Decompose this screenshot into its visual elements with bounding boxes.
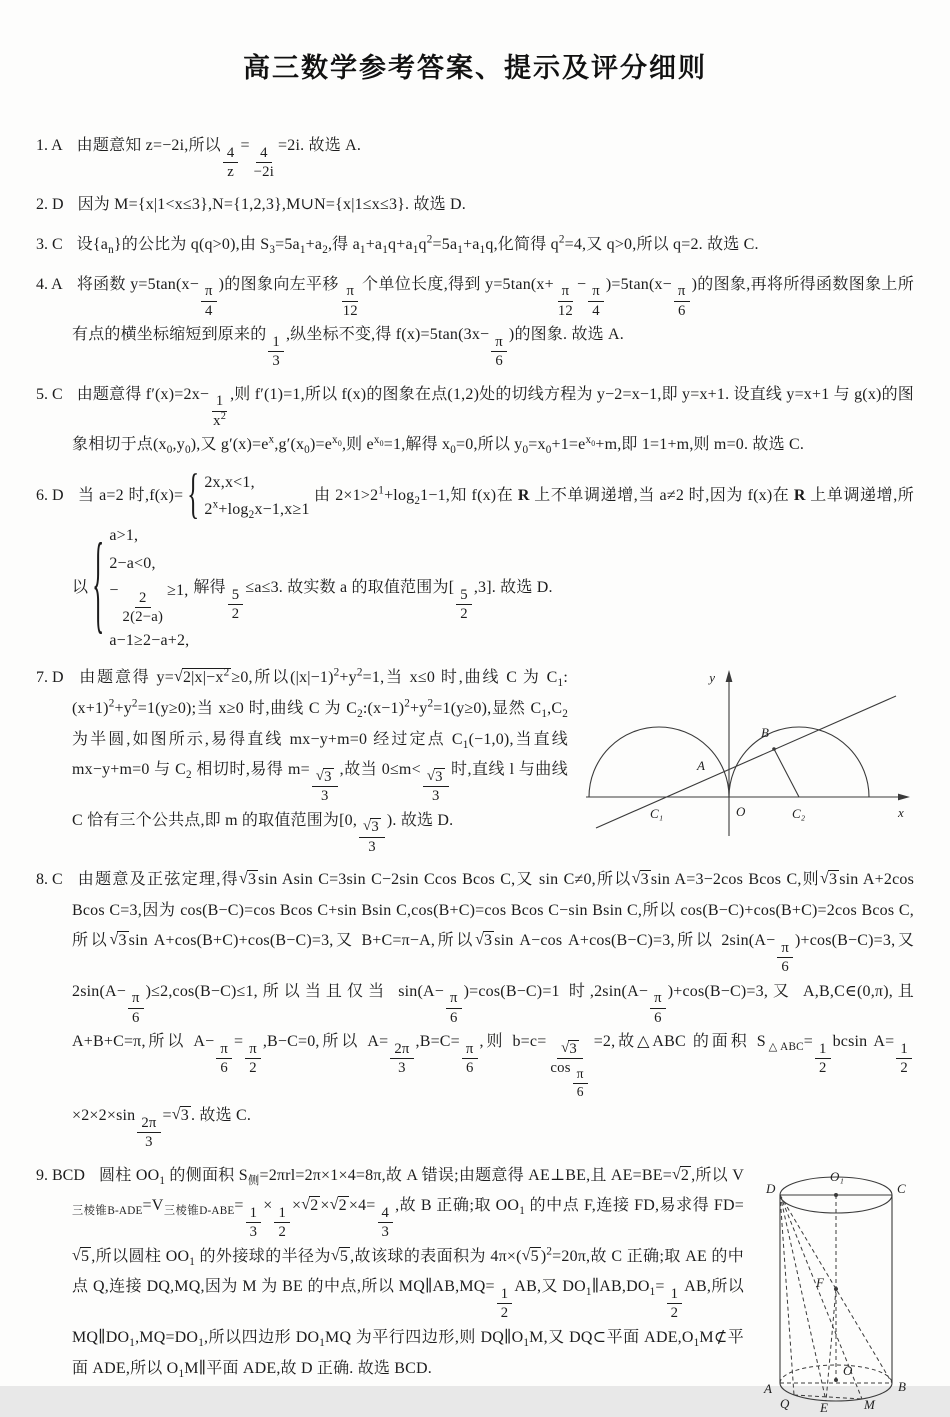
- answer-label-7: 7. D: [36, 669, 64, 687]
- answer-text-6: 当 a=2 时,f(x)= { 2x,x<1, $2^x+\log_2x-1,x\ge 1$ 由 $2\times 1>2^1+\log_21-1$,知 f(x)在 R 上不单调递增,当 a≠2 时,因为 f(x)在 R 上单调递增,所以 { a>1, 2−a<0, − $\frac{2}{2(2-a)}$ ≥1, a−1≥2−a+2, 解得 $\frac{5}{2}$ ≤a≤3. 故实数 a 的取值范围为[ $\frac{5}{2}$ ,3]. 故选 D.: [72, 464, 915, 650]
- answer-item-1: [36, 131, 914, 181]
- page-title: 高三数学参考答案、提示及评分细则: [243, 53, 707, 84]
- q9-label-q: Q: [780, 1395, 790, 1411]
- answer-item-7: [36, 663, 914, 856]
- answer-text-2: 因为 M={x|1<x≤3},N={1,2,3},M∪N={x|1≤x≤3}. 故选 D.: [77, 196, 467, 214]
- answer-item-9: [36, 1161, 914, 1415]
- answer-label-6: 6. D: [36, 486, 64, 504]
- answer-item-6: [36, 464, 915, 654]
- answer-item-4: [36, 270, 914, 371]
- answer-text-4: 将函数 y=5tan(x− $\frac{\pi}{4}$ )的图象向左平移 $\frac{\pi}{12}$ 个单位长度,得到 y=5tan(x+ $\frac{\pi}{12}$ − $\frac{\pi}{4}$ )=5tan(x− $\frac{\pi}{6}$ )的图象,再将所得函数图象上所有点的横坐标缩短到原来的 $\frac{1}{3}$ ,纵坐标不变,得 f(x)=5tan(3x− $\frac{\pi}{6}$ )的图象. 故选 A.: [72, 275, 914, 370]
- q9-label-f: F: [816, 1274, 824, 1290]
- answer-text-5: 由题意得 f′(x)=2x− $\frac{1}{x^2}$ ,则 f′(1)=1,所以 f(x)的图象在点(1,2)处的切线方程为 y−2=x−1,即 y=x+1. 设直线 y=x+1 与 g(x)的图象相切于点$(x_0,y_0)$,又 $g'(x)=e^x,g'(x_0)=e^{x_0}$,则 $e^{x_0}=1$,解得 $x_0=0$,所以 $y_0=x_0+1=e^{x_0}+m$,即 1=1+m,则 m=0. 故选 C.: [72, 385, 914, 457]
- answer-label-3: 3. C: [36, 236, 63, 254]
- q7-label-point-a: A: [697, 758, 705, 774]
- q9-label-o: O: [843, 1362, 853, 1378]
- answer-item-8: [36, 865, 914, 1152]
- q7-semicircles-figure: [584, 665, 914, 841]
- q7-label-y-axis: y: [709, 670, 715, 686]
- q9-cylinder-figure: [756, 1161, 914, 1413]
- answer-item-5: [36, 380, 914, 461]
- answer-label-4: 4. A: [36, 275, 63, 293]
- answer-item-2: [36, 190, 914, 221]
- q9-label-a: A: [764, 1380, 772, 1396]
- answer-text-7: 由题意得 $y=√2|x|-x^2 \ge 0$,所以$(|x|-1)^2+y^2=1$,当 x≤0 时,曲线 C 为 $C_1:(x+1)^2+y^2=1(y\ge 0)$;当 x≥0 时,曲线 C 为 $C_2:(x-1)^2+y^2=1(y\ge 0)$,显然 $C_1,C_2$ 为半圆,如图所示,易得直线 mx−y+m=0 经过定点 $C_1(-1,0)$,当直线 mx−y+m=0 与 $C_2$ 相切时,易得 m= $\frac{√3}{3}$ ,故当 0≤m< $\frac{√3}{3}$ 时,直线 l 与曲线 C 恰有三个公共点,即 m 的取值范围为[0, $\frac{√3}{3}$ ). 故选 D.: [72, 666, 568, 855]
- answer-text-3: 设$\{a_n\}$的公比为 q(q>0),由 $S_3=5a_1+a_2$,得 $a_1+a_1q+a_1q^2=5a_1+a_1q$,化简得 $q^2=4$,又 q>0,所以 q=2. 故选 C.: [76, 233, 759, 257]
- q7-label-c2: C₂: [792, 806, 806, 822]
- answer-text-8: 由题意及正弦定理,得√3 sin Asin C=3sin C−2sin Ccos Bcos C,又 sin C≠0,所以√3 sin A=3−2cos Bcos C,则√3 sin A+2cos Bcos C=3,因为 cos(B−C)=cos Bcos C+sin Bsin C,cos(B+C)=cos Bcos C−sin Bsin C,所以 cos(B−C)+cos(B+C)=2cos Bcos C,所以√3 sin A+cos(B+C)+cos(B−C)=3,又 B+C=π−A,所以√3 sin A−cos A+cos(B−C)=3,所以 2sin(A− $\frac{\pi}{6}$ )+cos(B−C)=3,又 2sin(A− $\frac{\pi}{6}$ )≤2,cos(B−C)≤1,所以当且仅当 sin(A− $\frac{\pi}{6}$ )=cos(B−C)=1 时,2sin(A− $\frac{\pi}{6}$ )+cos(B−C)=3,又 A,B,C∈(0,π),且 A+B+C=π,所以 A− $\frac{\pi}{6}$ = $\frac{\pi}{2}$ ,B−C=0,所以 A= $\frac{2\pi}{3}$ ,B=C= $\frac{\pi}{6}$ ,则 b=c= √3 cos $\frac{\pi}{6}$ =2,故△ABC 的面积 $S_{\triangle ABC}=$ $\frac{1}{2}$ bcsin A= $\frac{1}{2}$ ×2×2×sin $\frac{2\pi}{3}$ =√3 . 故选 C.: [72, 870, 915, 1151]
- answer-label-5: 5. C: [36, 385, 63, 403]
- q9-label-m: M: [864, 1396, 875, 1412]
- answer-item-3: [36, 230, 914, 261]
- q7-label-origin: O: [736, 804, 746, 820]
- q9-label-d: D: [766, 1180, 776, 1196]
- answer-label-1: 1. A: [36, 137, 63, 154]
- q9-label-o1: O₁: [830, 1168, 844, 1184]
- q7-label-point-b: B: [761, 725, 769, 741]
- q9-label-e: E: [820, 1399, 828, 1415]
- answer-label-2: 2. D: [36, 196, 64, 214]
- answer-text-9: 圆柱 $OO_1$ 的侧面积 $S_侧=2\pi rl=2\pi\times 1\times 4=8\pi$,故 A 错误;由题意得 AE⊥BE,且 AE=BE=√2 ,所以 $V_{三棱锥B-ADE}=V_{三棱锥D-ABE}=$ $\frac{1}{3}$ × $\frac{1}{2}$ ×√2 ×√2 ×4= $\frac{4}{3}$ ,故 B 正确;取 $OO_1$ 的中点 F,连接 FD,易求得 FD=√5 ,所以圆柱 $OO_1$ 的外接球的半径为√5 ,故该球的表面积为 4π×(√5 )$^2$=20π,故 C 正确;取 AE 的中点 Q,连接 DQ,MQ,因为 M 为 BE 的中点,所以 MQ∥AB,MQ= $\frac{1}{2}$ AB,又 $DO_1\parallel AB,DO_1=$ $\frac{1}{2}$ AB,所以 $MQ\parallel DO_1,MQ=DO_1$,所以四边形 $DO_1MQ$ 为平行四边形,则 $DQ\parallel O_1M$,又 DQ⊂平面 $ADE,O_1M⊄$平面 ADE,所以 $O_1M\parallel$平面 ADE,故 D 正确. 故选 BCD.: [72, 1165, 744, 1380]
- answer-text-1: 由题意知 z=−2i,所以 $\frac{4}{z}$ = $\frac{4}{-2i}$ =2i. 故选 A.: [76, 137, 362, 180]
- q7-label-x-axis: x: [898, 805, 904, 821]
- answer-label-9: 9. BCD: [36, 1166, 85, 1184]
- q9-label-c: C: [897, 1180, 906, 1196]
- q9-label-b: B: [898, 1378, 906, 1394]
- q7-label-c1: C₁: [650, 806, 664, 822]
- answer-label-8: 8. C: [36, 871, 63, 889]
